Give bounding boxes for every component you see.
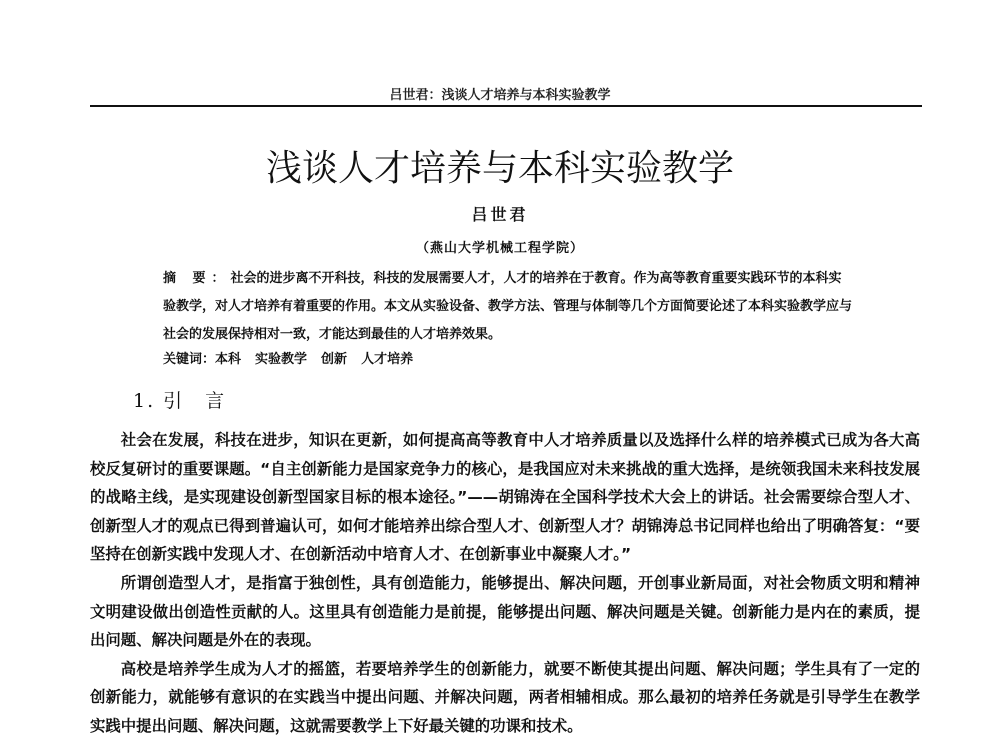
section-body [90, 426, 920, 741]
affiliation: （燕山大学机械工程学院） [415, 241, 584, 256]
paragraph: 高校是培养学生成为人才的摇篮，若要培养学生的创新能力，就要不断使其提出问题、解决问题；学生具有了一定的创新能力，就能够有意识的在实践当中提出问题、并解决问题，两者相辅相成。那么最初的培养任务就是引导学生在教学实践中提出问题、解决问题，这就需要教学上下好最关键的功课和技术。 [90, 659, 920, 735]
keywords [163, 346, 853, 374]
abstract [163, 265, 853, 349]
abstract-label: 摘 要： [163, 271, 231, 286]
running-head: 吕世君：浅谈人才培养与本科实验教学 [389, 88, 611, 103]
paragraph: 所谓创造型人才，是指富于独创性，具有创造能力，能够提出、解决问题，开创事业新局面，对社会物质文明和精神文明建设做出创造性贡献的人。这里具有创造能力是前提，能够提出问题、解决问题是关键。创新能力是内在的素质，提出问题、解决问题是外在的表现。 [90, 573, 920, 650]
keyword-item: 创新 [321, 352, 348, 367]
header-rule [90, 105, 922, 107]
section-heading: 1. 引 言 [133, 390, 227, 412]
author: 吕世君 [471, 205, 529, 224]
paragraph: 社会在发展，科技在进步，知识在更新，如何提高高等教育中人才培养质量以及选择什么样的培养模式已成为各大高校反复研讨的重要课题。“自主创新能力是国家竞争力的核心，是我国应对未来挑战的重大选择，是统领我国未来科技发展的战略主线，是实现建设创新型国家目标的根本途径。”——胡锦涛在全国科学技术大会上的讲话。社会需要综合型人才、创新型人才的观点已得到普遍认可，如何才能培养出综合型人才、创新型人才？胡锦涛总书记同样也给出了明确答复：“要坚持在创新实践中发现人才、在创新活动中培育人才、在创新事业中凝聚人才。” [90, 431, 920, 564]
keyword-item: 实验教学 [255, 352, 308, 367]
keyword-item: 本科 [215, 352, 242, 367]
abstract-text: 社会的进步离不开科技，科技的发展需要人才，人才的培养在于教育。作为高等教育重要实践环节的本科实验教学，对人才培养有着重要的作用。本文从实验设备、教学方法、管理与体制等几个方面简要论述了本科实验教学应与社会的发展保持相对一致，才能达到最佳的人才培养效果。 [163, 271, 853, 342]
paper-title: 浅谈人才培养与本科实验教学 [265, 148, 734, 189]
keywords-label: 关键词： [163, 352, 216, 367]
keyword-item: 人才培养 [361, 352, 414, 367]
